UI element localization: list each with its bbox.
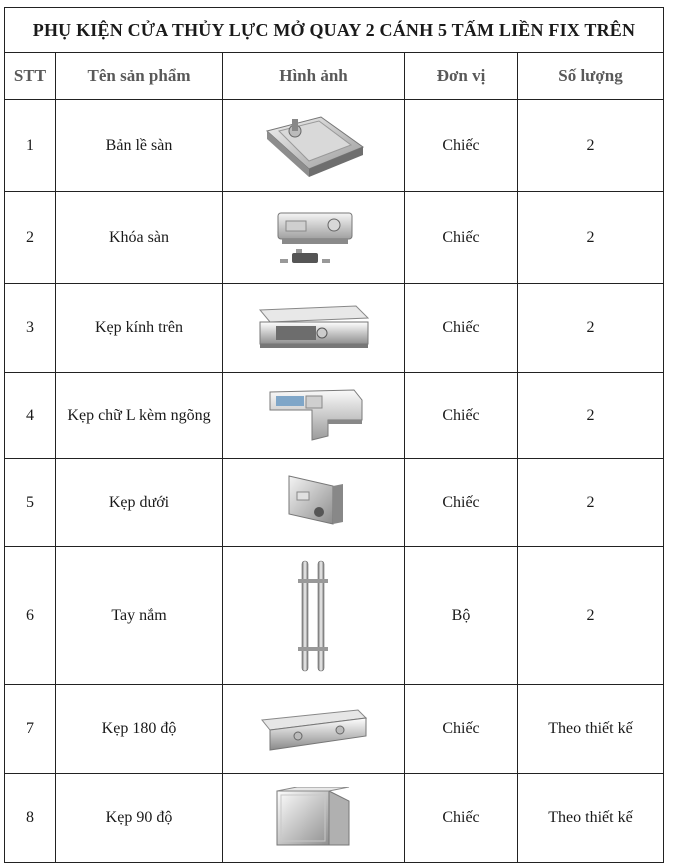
cell-unit: Bộ [405,547,518,685]
cell-qty: 2 [518,284,664,373]
header-name: Tên sản phẩm [56,53,223,100]
cell-image [223,284,405,373]
cell-stt: 4 [5,373,56,459]
cell-unit: Chiếc [405,459,518,547]
cell-stt: 2 [5,192,56,284]
cell-qty: Theo thiết kế [518,685,664,774]
table-row [5,459,664,547]
cell-name: Tay nắm [56,547,223,685]
cell-image [223,547,405,685]
cell-stt: 5 [5,459,56,547]
table-row [5,774,664,863]
cell-unit: Chiếc [405,100,518,192]
table-title: PHỤ KIỆN CỬA THỦY LỰC MỞ QUAY 2 CÁNH 5 TẤM LIỀN FIX TRÊN [5,8,664,53]
cell-unit: Chiếc [405,373,518,459]
l-clamp-with-pivot-photo [262,386,366,446]
cell-stt: 6 [5,547,56,685]
bottom-clamp-photo [279,470,349,536]
cell-unit: Chiếc [405,685,518,774]
cell-qty: 2 [518,547,664,685]
cell-stt: 3 [5,284,56,373]
table-row [5,192,664,284]
header-row [5,53,664,100]
cell-image [223,100,405,192]
cell-name: Kẹp kính trên [56,284,223,373]
header-image: Hình ảnh [223,53,405,100]
header-stt: STT [5,53,56,100]
table-row [5,547,664,685]
cell-image [223,192,405,284]
top-glass-clamp-photo [256,300,372,356]
cell-qty: Theo thiết kế [518,774,664,863]
cell-stt: 8 [5,774,56,863]
door-handle-photo [294,557,334,675]
cell-qty: 2 [518,373,664,459]
floor-lock-photo [264,205,364,271]
cell-unit: Chiếc [405,192,518,284]
header-qty: Số lượng [518,53,664,100]
cell-name: Kẹp 180 độ [56,685,223,774]
cell-unit: Chiếc [405,774,518,863]
cell-name: Kẹp dưới [56,459,223,547]
floor-hinge-photo [259,111,369,181]
table-row [5,373,664,459]
cell-qty: 2 [518,192,664,284]
cell-name: Kẹp 90 độ [56,774,223,863]
table-row [5,100,664,192]
cell-qty: 2 [518,459,664,547]
cell-unit: Chiếc [405,284,518,373]
cell-name: Bản lề sàn [56,100,223,192]
cell-image [223,774,405,863]
cell-image [223,459,405,547]
cell-stt: 1 [5,100,56,192]
clamp-90-photo [271,787,357,849]
clamp-180-photo [258,704,370,754]
table-row [5,284,664,373]
cell-name: Khóa sàn [56,192,223,284]
table-row [5,685,664,774]
header-unit: Đơn vị [405,53,518,100]
cell-image [223,373,405,459]
accessories-table [4,7,664,863]
cell-qty: 2 [518,100,664,192]
cell-image [223,685,405,774]
cell-name: Kẹp chữ L kèm ngõng [56,373,223,459]
cell-stt: 7 [5,685,56,774]
